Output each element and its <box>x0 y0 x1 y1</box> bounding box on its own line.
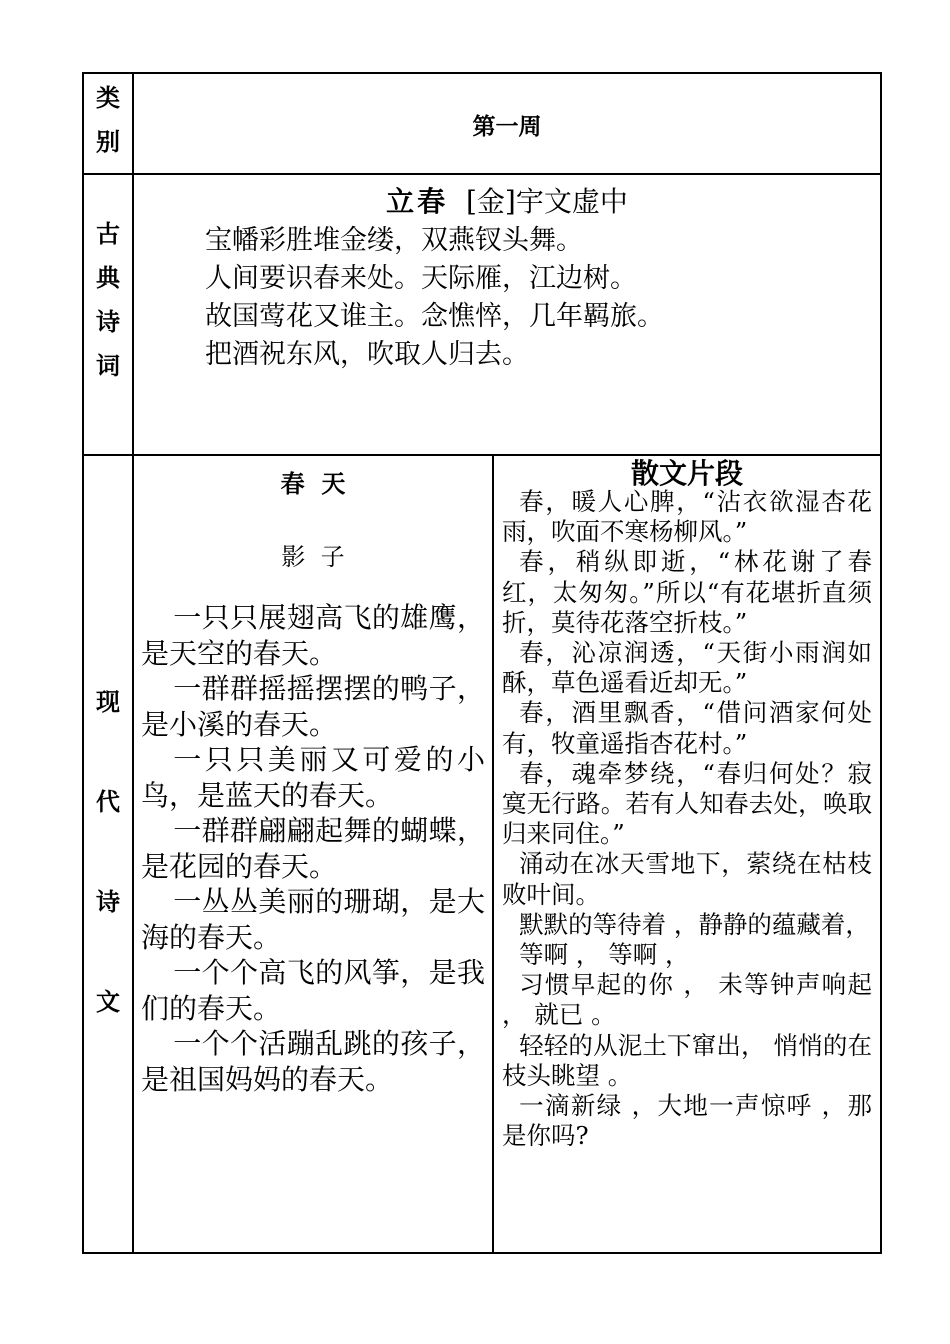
prose-paragraph: 春，酒里飘香，“借问酒家何处有，牧童遥指杏花村。” <box>502 698 872 758</box>
poem-stanza: 一丛丛美丽的珊瑚，是大海的春天。 <box>141 885 485 954</box>
prose-paragraph: 默默的等待着 ，静静的蕴藏着， <box>519 909 870 939</box>
classical-poem-heading <box>133 180 881 220</box>
poem-line: 人间要识春来处。天际雁，江边树。 <box>205 263 637 294</box>
prose-paragraph: 春，沁凉润透，“天街小雨润如酥，草色遥看近却无。” <box>502 638 872 698</box>
prose-paragraph: 春，稍纵即逝，“林花谢了春红，太匆匆。”所以“有花堪折直须折，莫待花落空折枝。” <box>502 547 872 637</box>
modern-row-label: 现 代 诗 文 <box>96 688 120 1016</box>
poem-stanza: 一只只展翅高飞的雄鹰，是天空的春天。 <box>141 601 485 670</box>
poem-stanza: 一个个活蹦乱跳的孩子，是祖国妈妈的春天。 <box>141 1027 485 1096</box>
prose-title: 散文片段 <box>630 457 743 490</box>
poem-stanza: 一个个高飞的风筝，是我们的春天。 <box>141 956 485 1025</box>
prose-body <box>502 487 872 1151</box>
classical-poem-author: [金]宇文虚中 <box>465 185 628 218</box>
poem-line: 宝幡彩胜堆金缕，双燕钗头舞。 <box>205 225 583 256</box>
prose-paragraph: 轻轻的从泥土下窜出， 悄悄的在枝头眺望 。 <box>502 1030 872 1090</box>
row-divider-1 <box>82 173 882 175</box>
table-border-bottom <box>82 1252 882 1254</box>
prose-paragraph: 涌动在冰天雪地下，萦绕在枯枝败叶间。 <box>502 849 872 909</box>
category-label: 类 别 <box>96 84 120 156</box>
poem-line: 故国莺花又谁主。念憔悴，几年羁旅。 <box>205 301 664 332</box>
modern-poem-body <box>141 600 485 1097</box>
poem-stanza: 一群群摇摇摆摆的鸭子，是小溪的春天。 <box>141 672 485 741</box>
prose-paragraph: 习惯早起的你 ， 未等钟声响起 ， 就已 。 <box>502 970 872 1030</box>
modern-column-divider <box>492 454 494 1254</box>
week-title: 第一周 <box>472 114 542 140</box>
classical-row-label: 古 典 诗 词 <box>96 220 120 380</box>
poem-stanza: 一群群翩翩起舞的蝴蝶，是花园的春天。 <box>141 814 485 883</box>
table-border-top <box>82 72 882 74</box>
prose-paragraph: 一滴新绿 ，大地一声惊呼 ，那是你吗? <box>502 1091 872 1151</box>
modern-poem-author: 影 子 <box>281 543 345 571</box>
poem-stanza: 一只只美丽又可爱的小鸟，是蓝天的春天。 <box>141 743 485 812</box>
classical-poem-lines <box>205 222 664 374</box>
classical-poem-title: 立春 <box>386 185 449 218</box>
prose-paragraph: 等啊 ， 等啊 ， <box>519 940 690 970</box>
table-border-right <box>880 72 882 1254</box>
modern-poem-title: 春 天 <box>280 470 346 498</box>
prose-paragraph: 春，暖人心脾，“沾衣欲湿杏花雨，吹面不寒杨柳风。” <box>502 487 872 547</box>
poem-line: 把酒祝东风，吹取人归去。 <box>205 339 529 370</box>
prose-paragraph: 春，魂牵梦绕，“春归何处？寂寞无行路。若有人知春去处，唤取归来同住。” <box>502 758 872 849</box>
